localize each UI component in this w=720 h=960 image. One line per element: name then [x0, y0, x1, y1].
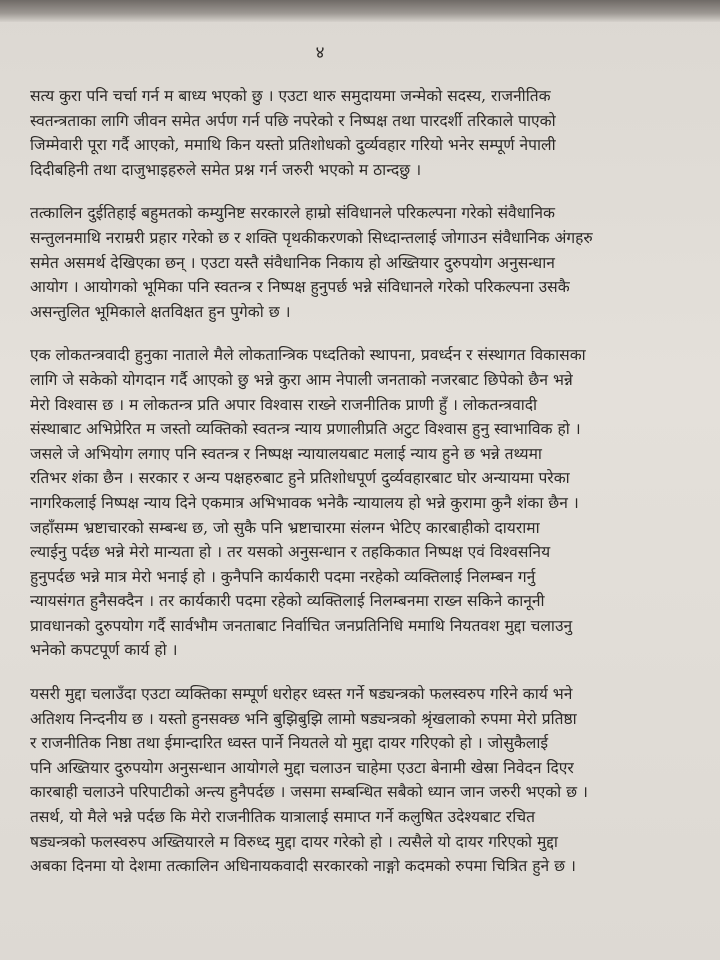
text-line: तसर्थ, यो मैले भन्ने पर्दछ कि मेरो राजनीतिक यात्रालाई समाप्त गर्ने कलुषित उदेश्यबाट रचित	[30, 808, 536, 827]
text-line: लागि जे सकेको योगदान गर्दै आएको छु भन्ने कुरा आम नेपाली जनताको नजरबाट छिपेको छैन भन्ने	[30, 370, 573, 389]
text-line: जसले जे अभियोग लगाए पनि स्वतन्त्र र निष्पक्ष न्यायालयबाट मलाई न्याय हुने छ भन्ने तथ्यमा	[30, 444, 542, 463]
text-line: अतिशय निन्दनीय छ । यस्तो हुनसक्छ भनि बुझिबुझि लामो षड्यन्त्रको श्रृंखलाको रुपमा मेरो प्रतिष्ठा	[30, 709, 577, 728]
paragraph-1	[30, 84, 695, 182]
text-line: एक लोकतन्त्रवादी हुनुका नाताले मैले लोकतान्त्रिक पध्दतिको स्थापना, प्रवर्ध्दन र संस्थागत विकासका	[30, 346, 586, 365]
text-line: ल्याईनु पर्दछ भन्ने मेरो मान्यता हो । तर यसको अनुसन्धान र तहकिकात निष्पक्ष एवं विश्वसनिय	[30, 543, 551, 562]
text-line: न्यायसंगत हुनैसक्दैन । तर कार्यकारी पदमा रहेको व्यक्तिलाई निलम्बनमा राख्न सकिने कानूनी	[30, 592, 545, 611]
text-line: अबका दिनमा यो देशमा तत्कालिन अधिनायकवादी सरकारको नाङ्गो कदमको रुपमा चित्रित हुने छ ।	[30, 857, 576, 876]
text-line: स्वतन्त्रताका लागि जीवन समेत अर्पण गर्न पछि नपरेको र निष्पक्ष तथा पारदर्शी तरिकाले पाएको	[30, 111, 556, 130]
text-line: मेरो विश्वास छ । म लोकतन्त्र प्रति अपार विश्वास राख्ने राजनीतिक प्राणी हुँ । लोकतन्त्रवादी	[30, 395, 538, 414]
text-line: असन्तुलित भूमिकाले क्षतविक्षत हुन पुगेको छ ।	[30, 302, 291, 321]
text-line: सन्तुलनमाथि नराम्ररी प्रहार गरेको छ र शक्ति पृथकीकरणको सिध्दान्तलाई जोगाउन संवैधानिक अंगहरु	[30, 228, 593, 247]
page-top-shadow	[0, 0, 720, 22]
text-line: दिदीबहिनी तथा दाजुभाइहरुले समेत प्रश्न गर्न जरुरी भएको म ठान्दछु ।	[30, 160, 422, 179]
text-line: संस्थाबाट अभिप्रेरित म जस्तो व्यक्तिको स्वतन्त्र न्याय प्रणालीप्रति अटुट विश्वास हुनु स्वाभाविक हो ।	[30, 420, 581, 439]
text-line: सत्य कुरा पनि चर्चा गर्न म बाध्य भएको छु । एउटा थारु समुदायमा जन्मेको सदस्य, राजनीतिक	[30, 87, 551, 105]
text-line: नागरिकलाई निष्पक्ष न्याय दिने एकमात्र अभिभावक भनेकै न्यायालय हो भन्ने कुरामा कुनै शंका छैन ।	[30, 493, 579, 512]
text-line: कारबाही चलाउने परिपाटीको अन्त्य हुनैपर्दछ । जसमा सम्बन्धित सबैको ध्यान जान जरुरी भएको छ ।	[30, 783, 588, 802]
text-line: जिम्मेवारी पूरा गर्दै आएको, ममाथि किन यस्तो प्रतिशोधको दुर्व्यवहार गरियो भनेर सम्पूर्ण नेपाली	[30, 136, 556, 155]
paragraph-4	[30, 682, 695, 879]
text-line: प्रावधानको दुरुपयोग गर्दै सार्वभौम जनताबाट निर्वाचित जनप्रतिनिधि ममाथि नियतवश मुद्दा चलाउनु	[30, 616, 573, 635]
text-line: भनेको कपटपूर्ण कार्य हो ।	[30, 641, 178, 660]
text-line: षड्यन्त्रको फलस्वरुप अख्तियारले म विरुध्द मुद्दा दायर गरेको हो । त्यसैले यो दायर गरिएको मुद्दा	[30, 832, 558, 851]
text-line: हुनुपर्दछ भन्ने मात्र मेरो भनाई हो । कुनैपनि कार्यकारी पदमा नरहेको व्यक्तिलाई निलम्बन गर्नु	[30, 567, 536, 586]
paragraph-2	[30, 201, 695, 324]
text-line: समेत असमर्थ देखिएका छन् । एउटा यस्तै संवैधानिक निकाय हो अख्तियार दुरुपयोग अनुसन्धान	[30, 253, 555, 272]
paragraph-3	[30, 343, 695, 663]
text-line: जहाँसम्म भ्रष्टाचारको सम्बन्ध छ, जो सुकै पनि भ्रष्टाचारमा संलग्न भेटिए कारबाहीको दायरामा	[30, 518, 540, 537]
text-line: रतिभर शंका छैन । सरकार र अन्य पक्षहरुबाट हुने प्रतिशोधपूर्ण दुर्व्यवहारबाट घोर अन्यायमा परेका	[30, 469, 570, 488]
text-line: पनि अख्तियार दुरुपयोग अनुसन्धान आयोगले मुद्दा चलाउन चाहेमा एउटा बेनामी खेस्रा निवेदन दिएर	[30, 758, 574, 777]
text-line: यसरी मुद्दा चलाउँदा एउटा व्यक्तिका सम्पूर्ण धरोहर ध्वस्त गर्ने षड्यन्त्रको फलस्वरुप गरिने कार्य भने	[30, 685, 573, 704]
text-line: आयोग । आयोगको भूमिका पनि स्वतन्त्र र निष्पक्ष हुनुपर्छ भन्ने संविधानले गरेको परिकल्पना उसकै	[30, 278, 570, 297]
text-line: तत्कालिन दुईतिहाई बहुमतको कम्युनिष्ट सरकारले हाम्रो संविधानले परिकल्पना गरेको संवैधानिक	[30, 204, 555, 223]
page-number: ४	[315, 43, 325, 63]
document-body	[30, 84, 695, 898]
text-line: र राजनीतिक निष्ठा तथा ईमान्दारित ध्वस्त पार्ने नियतले यो मुद्दा दायर गरिएको हो । जोसुकैलाई	[30, 734, 549, 753]
